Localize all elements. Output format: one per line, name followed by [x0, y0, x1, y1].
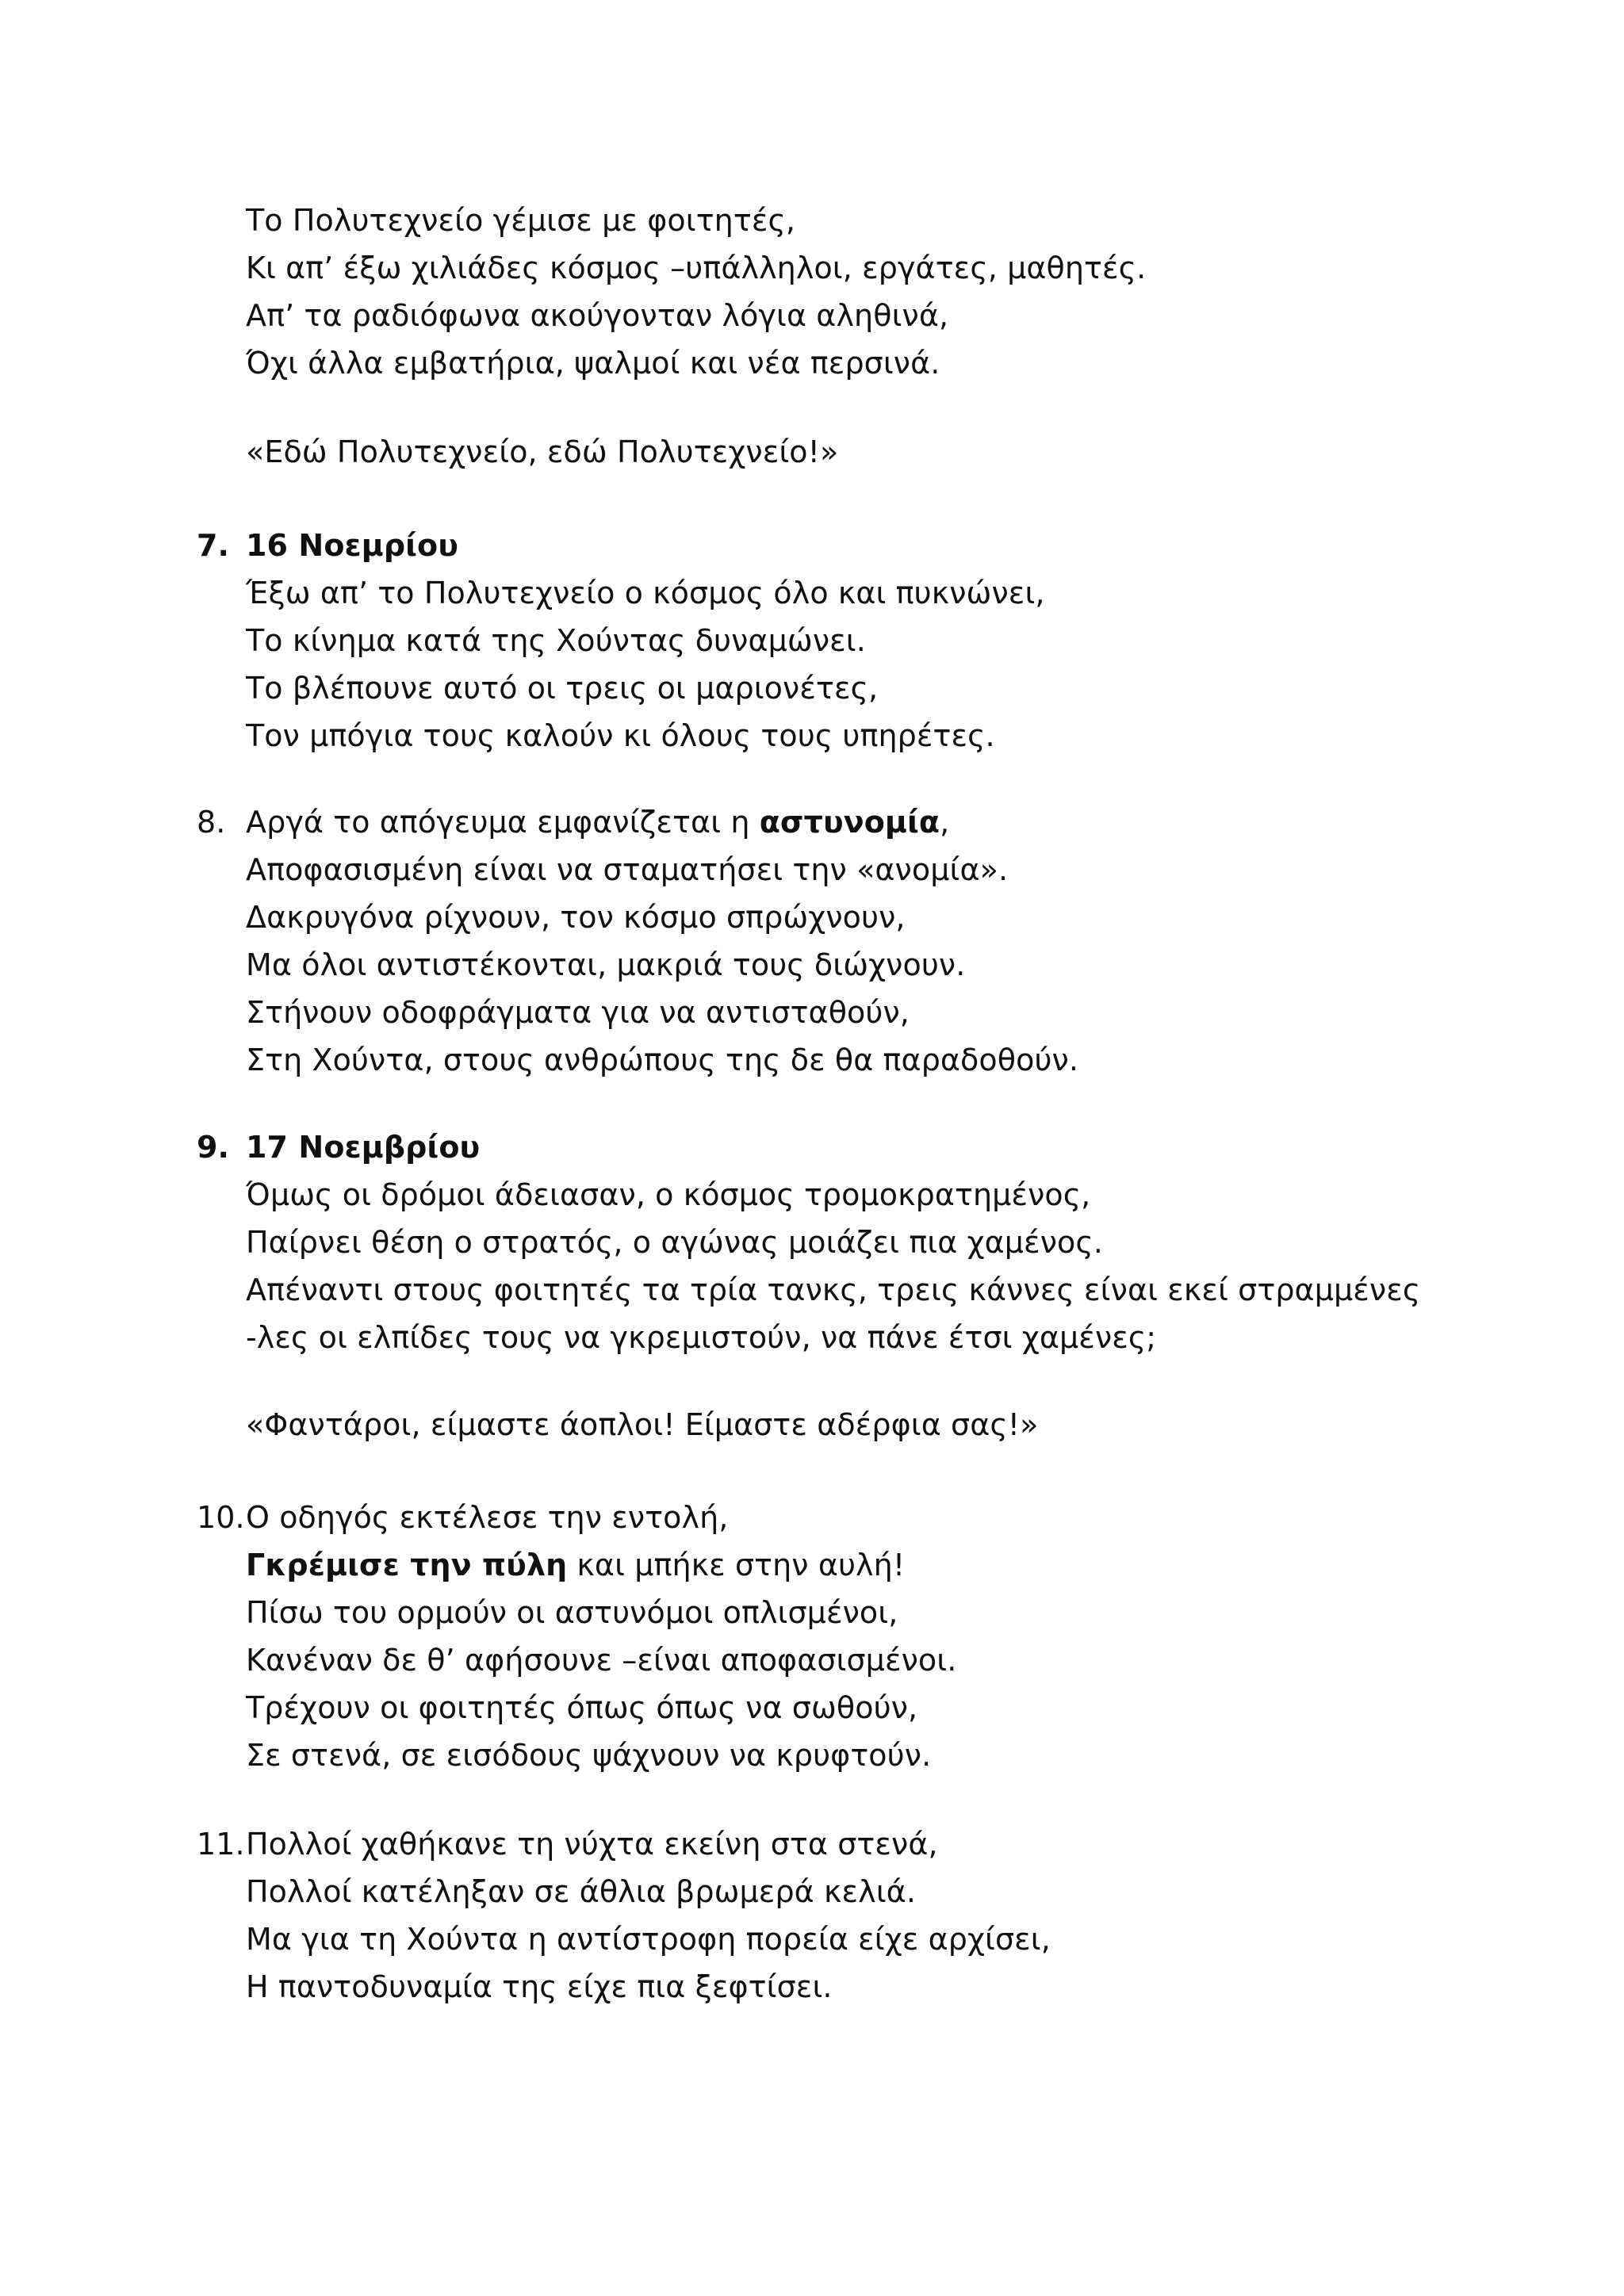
poem-line: [197, 569, 1434, 617]
stanza: [197, 522, 1434, 760]
poem-line: [197, 894, 1434, 941]
poem-line: [197, 664, 1434, 712]
poem-line: [197, 292, 1434, 339]
poem-line: [197, 522, 1434, 569]
line-text: «Εδώ Πολυτεχνείο, εδώ Πολυτεχνείο!»: [246, 434, 839, 469]
line-text: Μα όλοι αντιστέκονται, μακριά τους διώχνουν.: [246, 947, 966, 982]
poem-line: [197, 244, 1434, 292]
stanza-number: 9.: [197, 1130, 230, 1165]
poem-line: [197, 339, 1434, 387]
line-text: Στη Χούντα, στους ανθρώπους της δε θα παραδοθούν.: [246, 1043, 1079, 1077]
stanza: [197, 1401, 1434, 1448]
line-text: Έξω απ’ το Πολυτεχνείο ο κόσμος όλο και πυκνώνει,: [246, 576, 1045, 610]
line-text: Κανέναν δε θ’ αφήσουνε –είναι αποφασισμένοι.: [246, 1643, 957, 1678]
poem-line: [197, 197, 1434, 244]
line-text: και μπήκε στην αυλή!: [567, 1548, 906, 1582]
line-text: Το κίνημα κατά της Χούντας δυναμώνει.: [246, 623, 866, 658]
stanza-number: 11.: [197, 1827, 245, 1862]
stanza: [197, 1494, 1434, 1779]
line-text: Τρέχουν οι φοιτητές όπως όπως να σωθούν,: [246, 1690, 918, 1725]
line-text: Όχι άλλα εμβατήρια, ψαλμοί και νέα περσινά.: [246, 346, 940, 381]
stanza: [197, 197, 1434, 387]
line-text: Το βλέπουνε αυτό οι τρεις οι μαριονέτες,: [246, 671, 879, 706]
poem-line: [197, 1684, 1434, 1732]
poem-line: [197, 1636, 1434, 1684]
poem-line: [197, 1171, 1434, 1219]
poem-line: [197, 1732, 1434, 1779]
poem-line: [197, 1820, 1434, 1868]
line-text: Σε στενά, σε εισόδους ψάχνουν να κρυφτούν.: [246, 1738, 932, 1773]
poem-line: [197, 617, 1434, 664]
line-text: Δακρυγόνα ρίχνουν, τον κόσμο σπρώχνουν,: [246, 900, 906, 935]
line-text: Όμως οι δρόμοι άδειασαν, ο κόσμος τρομοκρατημένος,: [246, 1177, 1091, 1212]
poem-line: [197, 989, 1434, 1036]
poem-line: [197, 1868, 1434, 1915]
poem-line: [197, 798, 1434, 846]
line-text: Πολλοί χαθήκανε τη νύχτα εκείνη στα στενά,: [246, 1827, 938, 1862]
line-text: Αποφασισμένη είναι να σταματήσει την «ανομία».: [246, 852, 1009, 887]
line-text: Τον μπόγια τους καλούν κι όλους τους υπηρέτες.: [246, 718, 995, 753]
poem-line: [197, 1589, 1434, 1636]
line-text: Πίσω του ορμούν οι αστυνόμοι οπλισμένοι,: [246, 1595, 898, 1630]
poem-line: [197, 846, 1434, 894]
stanza-number: 8.: [197, 805, 226, 840]
line-text: Μα για τη Χούντα η αντίστροφη πορεία είχε αρχίσει,: [246, 1922, 1051, 1957]
line-text: Απέναντι στους φοιτητές τα τρία τανκς, τρεις κάννες είναι εκεί στραμμένες: [246, 1272, 1421, 1307]
poem-line: [197, 428, 1434, 476]
line-text: Κι απ’ έξω χιλιάδες κόσμος –υπάλληλοι, εργάτες, μαθητές.: [246, 251, 1147, 285]
line-text: Αργά το απόγευμα εμφανίζεται η: [246, 805, 760, 840]
bold-text: 17 Νοεμβρίου: [246, 1130, 481, 1165]
line-text: Παίρνει θέση ο στρατός, ο αγώνας μοιάζει πια χαμένος.: [246, 1225, 1103, 1260]
poem-line: [197, 1541, 1434, 1589]
line-text: «Φαντάροι, είμαστε άοπλοι! Είμαστε αδέρφια σας!»: [246, 1407, 1039, 1442]
line-text: Ο οδηγός εκτέλεσε την εντολή,: [246, 1500, 729, 1535]
stanza: [197, 1123, 1434, 1361]
bold-text: 16 Νοεμρίου: [246, 528, 459, 563]
stanza-number: 7.: [197, 528, 230, 563]
bold-text: Γκρέμισε την πύλη: [246, 1548, 568, 1582]
line-text: Το Πολυτεχνείο γέμισε με φοιτητές,: [246, 203, 796, 238]
poem-line: [197, 1915, 1434, 1963]
stanza: [197, 1820, 1434, 2011]
poem-line: [197, 1036, 1434, 1084]
poem-line: [197, 1123, 1434, 1171]
line-text: Στήνουν οδοφράγματα για να αντισταθούν,: [246, 995, 910, 1030]
stanza: [197, 798, 1434, 1084]
line-text: -λες οι ελπίδες τους να γκρεμιστούν, να πάνε έτσι χαμένες;: [246, 1320, 1157, 1355]
poem-line: [197, 1494, 1434, 1541]
poem-line: [197, 1401, 1434, 1448]
stanza: [197, 428, 1434, 476]
bold-text: αστυνομία: [759, 805, 940, 840]
poem-line: [197, 941, 1434, 989]
line-text: Η παντοδυναμία της είχε πια ξεφτίσει.: [246, 1969, 833, 2004]
poem-line: [197, 1314, 1434, 1361]
poem-line: [197, 1963, 1434, 2011]
poem-line: [197, 1266, 1434, 1314]
poem-line: [197, 712, 1434, 760]
line-text: Πολλοί κατέληξαν σε άθλια βρωμερά κελιά.: [246, 1874, 917, 1909]
line-text: Απ’ τα ραδιόφωνα ακούγονταν λόγια αληθινά,: [246, 298, 949, 333]
poem-line: [197, 1219, 1434, 1266]
line-text: ,: [940, 805, 950, 840]
stanza-number: 10.: [197, 1500, 245, 1535]
